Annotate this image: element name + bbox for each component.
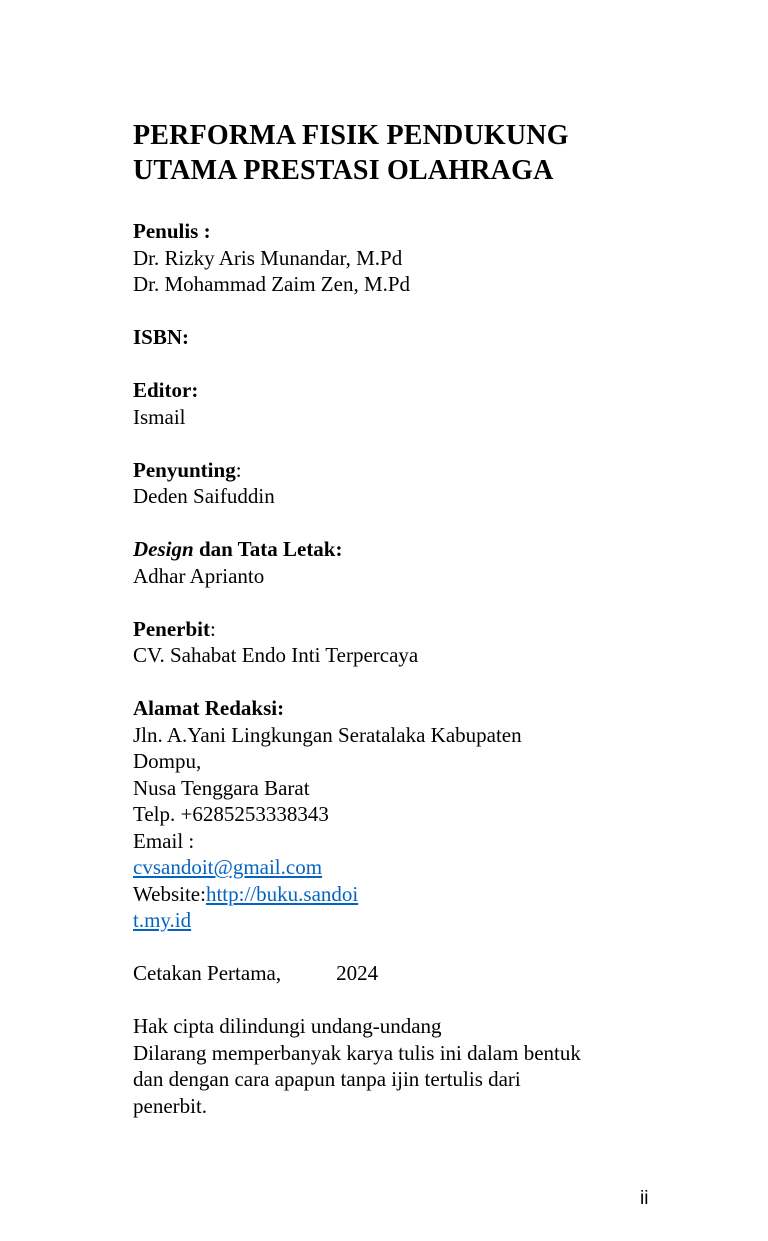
email-link[interactable]: cvsandoit@gmail.com bbox=[133, 855, 323, 879]
authors-label: Penulis : bbox=[133, 219, 211, 243]
penyunting-heading bbox=[133, 457, 633, 484]
design-heading bbox=[133, 536, 633, 563]
designer-name: Adhar Aprianto bbox=[133, 563, 265, 588]
copyright-line-3: dan dengan cara apapun tanpa ijin tertulis dari bbox=[133, 1067, 521, 1091]
page-number: ii bbox=[640, 1188, 649, 1209]
edition-line bbox=[133, 960, 633, 987]
phone-number: Telp. +6285253338343 bbox=[133, 802, 329, 826]
publisher-name: CV. Sahabat Endo Inti Terpercaya bbox=[133, 643, 419, 667]
penerbit-label: Penerbit bbox=[133, 616, 210, 641]
address-line-1: Jln. A.Yani Lingkungan Seratalaka Kabupaten bbox=[133, 722, 522, 747]
penyunting-colon: : bbox=[235, 457, 242, 482]
author-2: Dr. Mohammad Zaim Zen, M.Pd bbox=[133, 272, 411, 296]
design-label-italic: Design bbox=[133, 537, 194, 561]
authors-section bbox=[133, 218, 633, 1119]
website-link-part-1[interactable]: http://buku.sandoi bbox=[205, 881, 359, 906]
copyright-line-1: Hak cipta dilindungi undang-undang bbox=[133, 1014, 442, 1038]
book-imprint-page bbox=[133, 118, 633, 1119]
website-label: Website: bbox=[133, 881, 206, 906]
copyright-line-4: penerbit. bbox=[133, 1093, 208, 1118]
address-label: Alamat Redaksi: bbox=[133, 696, 285, 720]
editor-label: Editor: bbox=[133, 378, 199, 402]
author-1: Dr. Rizky Aris Munandar, M.Pd bbox=[133, 245, 403, 270]
isbn-label: ISBN: bbox=[133, 325, 190, 349]
book-title-line-2: UTAMA PRESTASI OLAHRAGA bbox=[133, 155, 554, 186]
email-label: Email : bbox=[133, 828, 195, 853]
penerbit-colon: : bbox=[209, 616, 216, 641]
book-title-line-1: PERFORMA FISIK PENDUKUNG bbox=[133, 120, 569, 151]
editor-name: Ismail bbox=[133, 404, 186, 429]
address-line-2: Dompu, bbox=[133, 749, 202, 773]
copyright-line-2: Dilarang memperbanyak karya tulis ini dalam bentuk bbox=[133, 1040, 581, 1065]
edition-label: Cetakan Pertama, bbox=[133, 961, 282, 985]
penerbit-heading bbox=[133, 616, 633, 643]
design-label-rest: dan Tata Letak: bbox=[193, 537, 343, 561]
penyunting-label: Penyunting bbox=[133, 457, 236, 482]
book-title bbox=[133, 118, 633, 188]
edition-year: 2024 bbox=[336, 961, 379, 985]
address-line-3: Nusa Tenggara Barat bbox=[133, 775, 310, 800]
penyunting-name: Deden Saifuddin bbox=[133, 484, 275, 508]
website-link-part-2[interactable]: t.my.id bbox=[133, 908, 192, 932]
